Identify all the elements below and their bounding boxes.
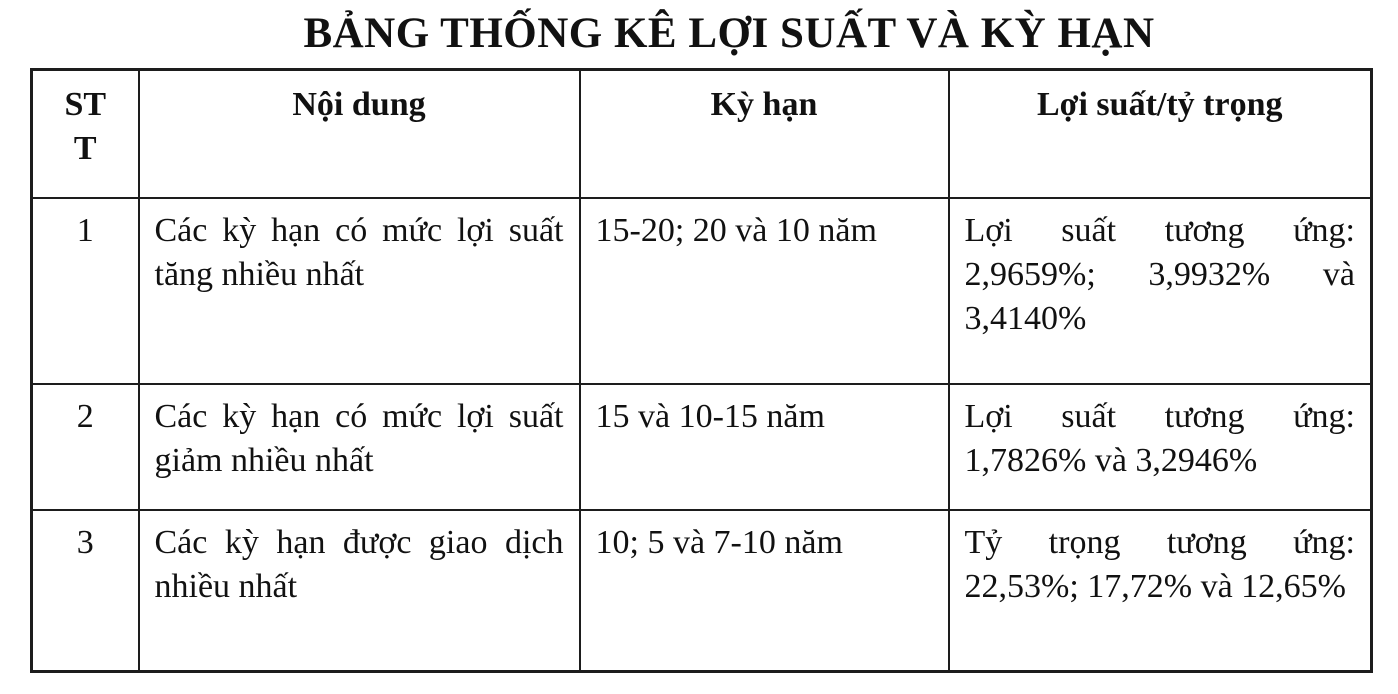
cell-stt: 1	[32, 198, 139, 384]
header-row	[32, 70, 1372, 198]
table-row	[32, 198, 1372, 384]
table-body	[32, 198, 1372, 672]
cell-loi-suat: Tỷ trọng tương ứng: 22,53%; 17,72% và 12,65%	[949, 510, 1372, 672]
table-row	[32, 510, 1372, 672]
page-title: BẢNG THỐNG KÊ LỢI SUẤT VÀ KỲ HẠN	[303, 10, 1155, 57]
column-header-loi-suat: Lợi suất/tỷ trọng	[949, 70, 1372, 198]
column-header-noi-dung: Nội dung	[139, 70, 580, 198]
cell-noi-dung: Các kỳ hạn có mức lợi suất giảm nhiều nhất	[139, 384, 580, 510]
cell-stt: 2	[32, 384, 139, 510]
cell-ky-han: 15 và 10-15 năm	[580, 384, 949, 510]
table-header	[32, 70, 1372, 198]
cell-ky-han: 15-20; 20 và 10 năm	[580, 198, 949, 384]
table-row	[32, 384, 1372, 510]
cell-loi-suat: Lợi suất tương ứng: 1,7826% và 3,2946%	[949, 384, 1372, 510]
yield-term-stats-table	[30, 68, 1373, 673]
cell-noi-dung: Các kỳ hạn có mức lợi suất tăng nhiều nhất	[139, 198, 580, 384]
cell-loi-suat: Lợi suất tương ứng: 2,9659%; 3,9932% và 3,4140%	[949, 198, 1372, 384]
column-header-ky-han: Kỳ hạn	[580, 70, 949, 198]
column-header-stt: STT	[32, 70, 139, 198]
cell-ky-han: 10; 5 và 7-10 năm	[580, 510, 949, 672]
cell-noi-dung: Các kỳ hạn được giao dịch nhiều nhất	[139, 510, 580, 672]
cell-stt: 3	[32, 510, 139, 672]
